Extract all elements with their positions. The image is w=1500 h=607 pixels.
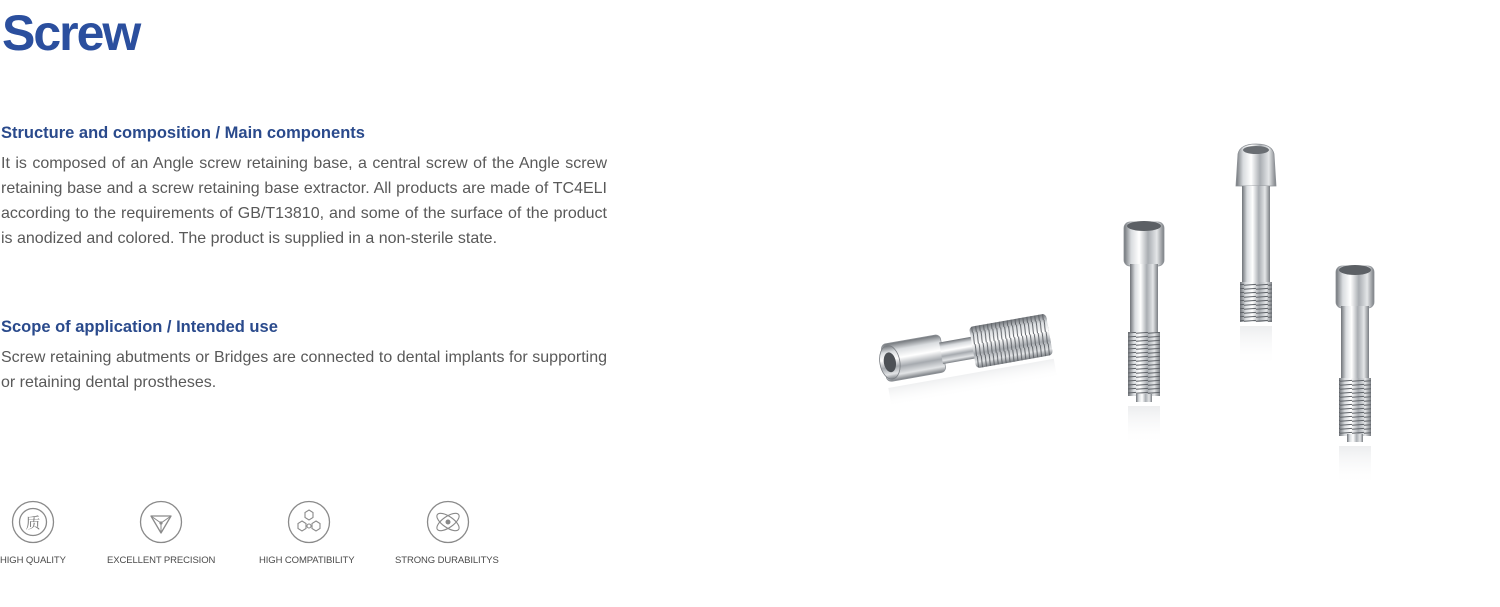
quality-glyph: 质 [25,514,41,532]
feature-label: HIGH COMPATIBILITY [259,555,355,566]
precision-icon [139,500,183,544]
vertical-screw-1 [1124,221,1164,446]
compatibility-icon [287,500,331,544]
feature-label: EXCELLENT PRECISION [107,555,216,566]
scope-heading: Scope of application / Intended use [1,318,278,336]
page-title: Screw [2,5,140,61]
structure-section [1,122,607,251]
vertical-screw-3 [1336,265,1374,486]
feature-label: STRONG DURABILITYS [395,555,499,566]
quality-seal-icon [11,500,55,544]
vertical-screw-2 [1236,144,1276,366]
durability-atom-icon [426,500,470,544]
structure-heading: Structure and composition / Main components [1,124,365,142]
screws-product-image [860,130,1420,490]
feature-label: HIGH QUALITY [0,555,66,566]
scope-body: Screw retaining abutments or Bridges are connected to dental implants for supporting or retaining dental prostheses. [1,349,607,391]
structure-body: It is composed of an Angle screw retaining base, a central screw of the Angle screw retaining base and a screw retaining base extractor. All products are made of TC4ELI according to the requirements of GB/T13810, and some of the surface of the product is anodized and colored. The product is supplied in a non-sterile state. [1,155,607,247]
scope-section [1,316,607,395]
horizontal-screw [876,313,1057,408]
